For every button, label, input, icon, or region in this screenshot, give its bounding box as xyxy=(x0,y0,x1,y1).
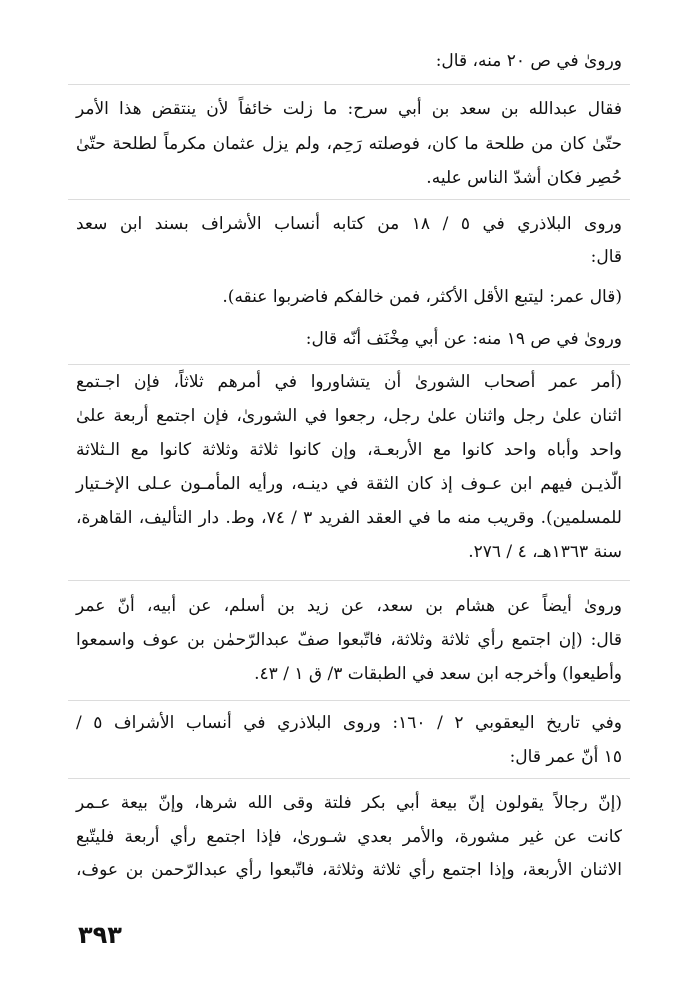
quote-line: الاثنان الأربعة، وإذا اجتمع رأي ثلاثة وثلاثة، فاتّبعوا رأي عبدالرّحمن بن عوف، xyxy=(76,860,622,880)
quote-line: واحد وأباه واحد كانوا مع الأربعـة، وإن كانوا ثلاثة وثلاثة كانوا مع الـثلاثة xyxy=(76,440,622,460)
text-line: وروى البلاذري في ٥ / ١٨ من كتابه أنساب الأشراف بسند ابن سعد xyxy=(76,214,622,234)
paragraph-divider xyxy=(68,778,630,779)
quote-line: للمسلمين). وقريب منه ما في العقد الفريد ٣ / ٧٤، وط. دار التأليف، القاهرة، xyxy=(76,508,622,528)
paragraph-divider xyxy=(68,84,630,85)
text-line: قال: (إن اجتمع رأي ثلاثة وثلاثة، فاتّبعوا صفّ عبدالرّحمٰن بن عوف واسمعوا xyxy=(76,630,622,650)
quote-line: (قال عمر: ليتبع الأقل الأكثر، فمن خالفكم فاضربوا عنقه). xyxy=(222,287,622,307)
text-line: حتّیٰ كان من طلحة ما كان، فوصلته رَحِم، ولم يزل عثمان مكرماً لطلحة حتّیٰ xyxy=(76,134,622,154)
text-line: ١٥ أنّ عمر قال: xyxy=(509,747,622,767)
paragraph-divider xyxy=(68,199,630,200)
text-line: وأطيعوا) وأخرجه ابن سعد في الطبقات ٣/ ق ١ / ٤٣. xyxy=(254,664,622,684)
paragraph-divider xyxy=(68,364,630,365)
quote-line: كانت عن غير مشورة، والأمر بعدي شـوریٰ، فإذا اجتمع رأي أربعة فليتّبع xyxy=(76,827,622,847)
paragraph-divider xyxy=(68,700,630,701)
text-line: قال: xyxy=(590,247,622,267)
quote-line: سنة ١٣٦٣هـ، ٤ / ٢٧٦. xyxy=(468,542,622,562)
text-line: حُصِر فكان أشدّ الناس عليه. xyxy=(426,168,622,188)
quote-line: الّذيـن فيهم ابن عـوف إذ كان الثقة في دينـه، ورأيه المأمـون عـلی الإخـتيار xyxy=(76,474,622,494)
text-line: ورویٰ في ص ١٩ منه: عن أبي مِخْنَف أنّه قال: xyxy=(305,329,622,349)
quote-line: اثنان علیٰ رجل واثنان علیٰ رجل، رجعوا في الشوریٰ، فإن اجتمع أربعة علیٰ xyxy=(76,406,622,426)
quote-line: (إنّ رجالاً يقولون إنّ بيعة أبي بكر فلتة وقی الله شرها، وإنّ بيعة عـمر xyxy=(76,793,622,813)
paragraph-divider xyxy=(68,580,630,581)
text-line: ورویٰ في ص ٢٠ منه، قال: xyxy=(435,51,622,71)
text-line: فقال عبدالله بن سعد بن أبي سرح: ما زلت خائفاً لأن ينتقض هذا الأمر xyxy=(76,99,622,119)
text-line: ورویٰ أيضاً عن هشام بن سعد، عن زيد بن أسلم، عن أبيه، أنّ عمر xyxy=(76,596,622,616)
text-line: وفي تاريخ اليعقوبي ٢ / ١٦٠: وروى البلاذري في أنساب الأشراف ٥ / xyxy=(76,713,622,733)
quote-line: (أمر عمر أصحاب الشورىٰ أن يتشاوروا في أمرهم ثلاثاً، فإن اجـتمع xyxy=(76,372,622,392)
page-number: ٣٩٣ xyxy=(78,921,122,949)
